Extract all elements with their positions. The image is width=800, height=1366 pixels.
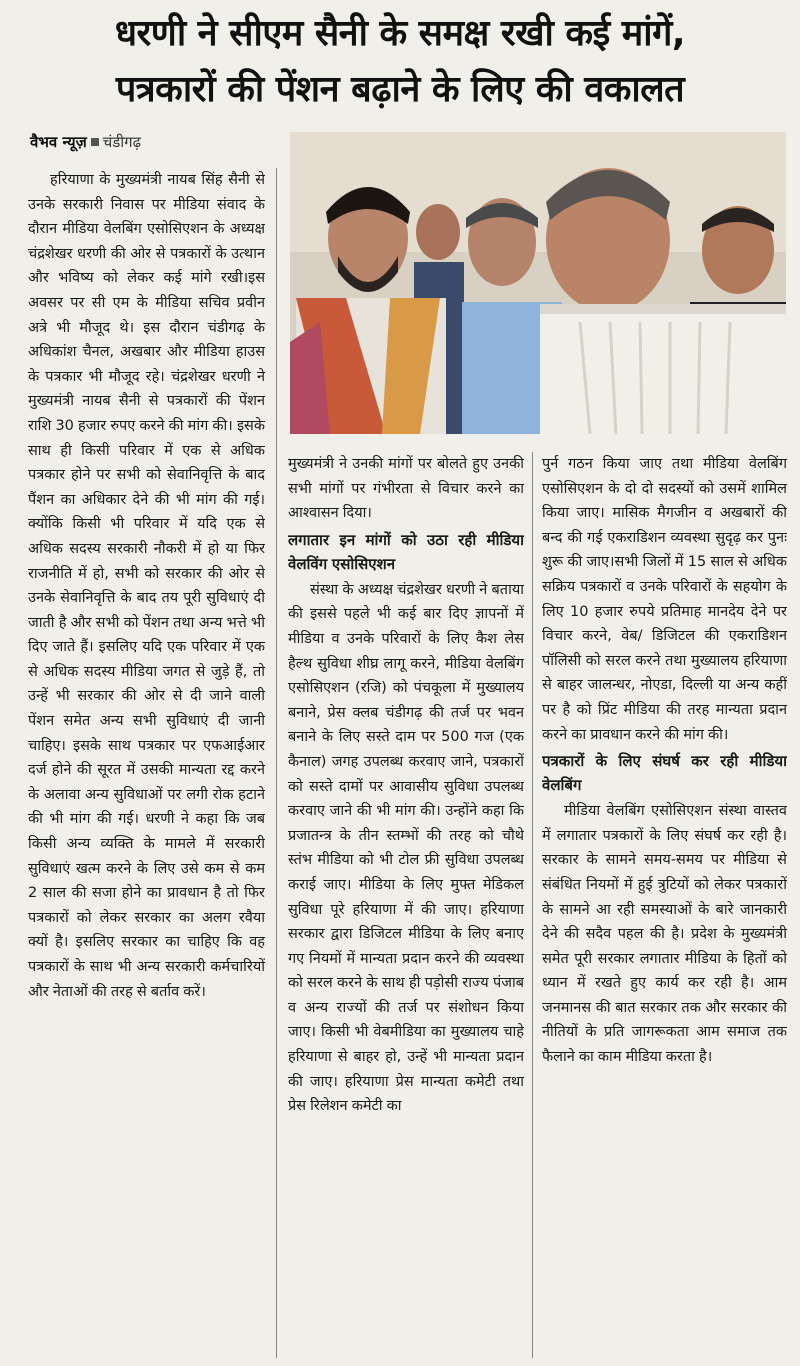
article-column-2 xyxy=(288,452,524,1358)
headline-line-2: पत्रकारों की पेंशन बढ़ाने के लिए की वकालत xyxy=(115,69,685,110)
col1-paragraph: हरियाणा के मुख्यमंत्री नायब सिंह सैनी से उनके सरकारी निवास पर मीडिया संवाद के दौरान मीडिया वेलबिंग एसोसिएशन के अध्यक्ष चंद्रशेखर धरणी की ओर से पत्रकारों के उत्थान और भविष्य को लेकर कई मांगे रखी।इस अवसर पर सी एम के मीडिया सचिव प्रवीन अत्रे भी मौजूद थे। इस दौरान चंडीगढ़ के अधिकांश चैनल, अखबार और मीडिया हाउस के पत्रकार भी मौजूद रहे। चंद्रशेखर धरणी ने मुख्यमंत्री नायब सैनी से पत्रकारों की पेंशन राशि 30 हजार रुपए करने की मांग की। इसके साथ ही किसी परिवार में एक से अधिक पत्रकार होने पर सभी को सेवानिवृत्ति के बाद पैंशन का अधिकार देने की भी मांग की गई। क्योंकि किसी भी परिवार में यदि एक से अधिक सदस्य सरकारी नौकरी में हो या फिर राजनीति में हो, सभी को सरकार की ओर से उनके सेवानिवृत्ति के बाद तय पूरी सुविधाएं दी जाती है और सभी को पेंशन तथा अन्य भत्ते भी दिए जाते हैं। इसलिए यदि एक परिवार में एक से अधिक सदस्य मीडिया जगत से जुड़े हैं, तो उन्हें भी सरकार की ओर से दी जाने वाली पेंशन समेत अन्य सभी सुविधाएं दी जानी चाहिए। इसके साथ पत्रकार पर एफआईआर दर्ज होने की सूरत में उसकी मान्यता रद्द करने के अलावा अन्य सुविधाओं पर लगी रोक हटाने की भी मांग की गई। धरणी ने कहा कि जब किसी अन्य व्यक्ति के मामले में सरकारी सुविधाएं खत्म करने के लिए उसे कम से कम 2 साल की सजा होने का प्रावधान है तो फिर पत्रकारों को लेकर सरकार का अलग रवैया क्यों है। इसलिए सरकार का चाहिए कि वह पत्रकारों के साथ भी अन्य सरकारी कर्मचारियों और नेताओं की तरह से बर्ताव करें। xyxy=(28,172,265,1000)
article-column-1 xyxy=(28,168,265,1358)
news-photo-illustration xyxy=(290,132,786,434)
headline xyxy=(0,6,800,118)
article-column-3 xyxy=(542,452,787,1358)
col2-subheading: लगातार इन मांगों को उठा रही मीडिया वेलविंग एसोसिएशन xyxy=(288,530,524,573)
headline-line-1: धरणी ने सीएम सैनी के समक्ष रखी कई मांगें, xyxy=(114,13,686,54)
byline-city: चंडीगढ़ xyxy=(102,133,142,151)
byline xyxy=(30,132,141,152)
byline-square-icon xyxy=(91,138,99,146)
col2-paragraph-1: मुख्यमंत्री ने उनकी मांगों पर बोलते हुए उनकी सभी मांगों पर गंभीरता से विचार करने का आश्वासन दिया। xyxy=(288,456,524,522)
col3-paragraph-1: पुर्न गठन किया जाए तथा मीडिया वेलबिंग एसोसिएशन के दो दो सदस्यों को उसमें शामिल किया जाए। मासिक मैगजीन व अखबारों की बन्द की गई एकराडिशन व्यवस्था सुदृढ़ कर पुनः शुरू की जाए।सभी जिलों में 15 साल से अधिक सक्रिय पत्रकारों व उनके परिवारों के सहयोग के लिए 10 हजार रुपये प्रतिमाह मानदेय देने पर विचार करने, वेब/ डिजिटल की एकराडिशन पॉलिसी को सरल करने तथा मुख्यालय हरियाणा से बाहर जालन्धर, नोएडा, दिल्ली या अन्य कहीं पर है को प्रिंट मीडिया की तरह मान्यता प्रदान करने का प्रावधान करने की मांग की। xyxy=(542,456,787,743)
column-rule-2 xyxy=(532,452,533,1358)
byline-agency: वैभव न्यूज़ xyxy=(30,133,87,151)
col3-subheading: पत्रकारों के लिए संघर्ष कर रही मीडिया वेलबिंग xyxy=(542,752,787,795)
news-photo xyxy=(290,132,786,434)
col2-paragraph-2: संस्था के अध्यक्ष चंद्रशेखर धरणी ने बताया की इससे पहले भी कई बार दिए ज्ञापनों में मीडिया व उनके परिवारों के लिए कैश लेस हैल्थ सुविधा शीघ्र लागू करने, मीडिया वेलबिंग एसोसिएशन (रजि) को पंचकूला में मुख्यालय बनाने, प्रेस क्लब चंडीगढ़ की तर्ज पर भवन बनाने के लिए सस्ते दाम पर 500 गज (एक कैनाल) जगह उपलब्ध करवाए जाने, पत्रकारों को सस्ते दामों पर आवासीय सुविधा उपलब्ध करवाए जाने की भी मांग की। उन्होंने कहा कि प्रजातन्त्र के तीन स्तम्भों की तरह को चौथे स्तंभ मीडिया को भी टोल फ्री सुविधा उपलब्ध कराई जाए। मीडिया के लिए मुफ्त मेडिकल सुविधा पूरे हरियाणा में की जाए। हरियाणा सरकार द्वारा डिजिटल मीडिया के लिए बनाए गए नियमों में मान्यता प्रदान करने की व्यवस्था को सरल करने के साथ ही पड़ोसी राज्य पंजाब व अन्य राज्यों की तर्ज पर संशोधन किया जाए। किसी भी वेबमीडिया का मुख्यालय चाहे हरियाणा से बाहर हो, उन्हें भी मान्यता प्रदान की जाए। हरियाणा प्रेस मान्यता कमेटी तथा प्रेस रिलेशन कमेटी का xyxy=(288,581,524,1115)
col3-paragraph-2: मीडिया वेलबिंग एसोसिएशन संस्था वास्तव में लगातार पत्रकारों के लिए संघर्ष कर रही है। सरकार के सामने समय-समय पर मीडिया से संबंधित नियमों में हुई त्रुटियों को लेकर पत्रकारों के सामने आ रही समस्याओं के बारे जानकारी देने की सदैव पहल की है। प्रदेश के मुख्यमंत्री समेत पूरी सरकार लगातार मीडिया के हितों को ध्यान में रखते हुए कार्य कर रही है। आम जनमानस की बात सरकार तक और सरकार की नीतियों के प्रति जागरूकता आम समाज तक फैलाने का काम मीडिया करता है। xyxy=(542,803,787,1066)
column-rule-1 xyxy=(276,168,277,1358)
